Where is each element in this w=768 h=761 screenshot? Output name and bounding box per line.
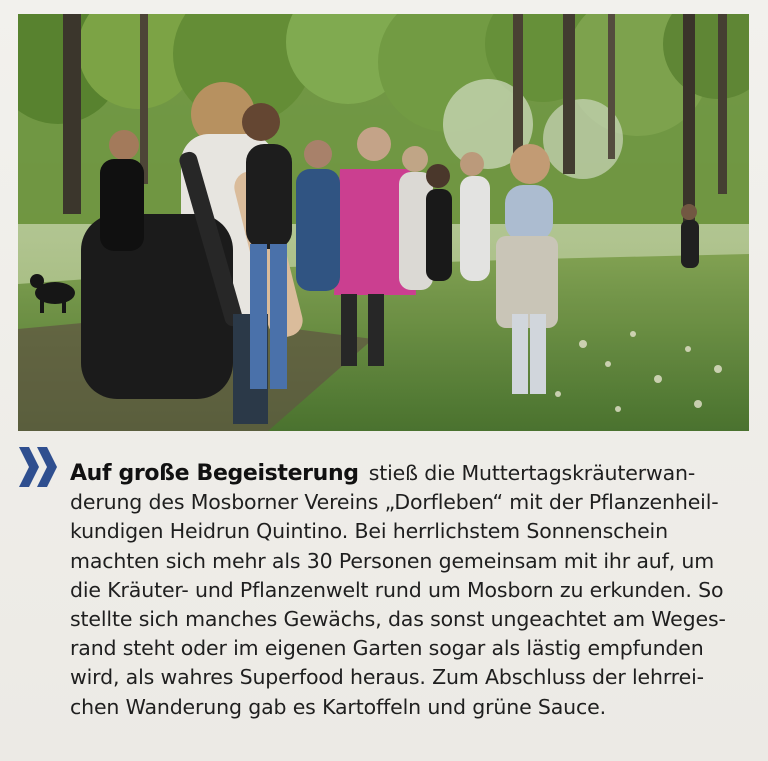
article-line-5: die Kräuter- und Pflanzenwelt rund um Mosborn zu erkunden. So — [70, 577, 724, 602]
article-line-3: kundigen Heidrun Quintino. Bei herrlichstem Sonnenschein — [70, 519, 668, 544]
article-line-8: wird, als wahres Superfood heraus. Zum Abschluss der lehrrei- — [70, 665, 704, 690]
article-line-6: stellte sich manches Gewächs, das sonst ungeachtet am Weges- — [70, 606, 726, 631]
article-line-7: rand steht oder im eigenen Garten sogar als lästig empfunden — [70, 636, 704, 661]
article-lead: Auf große Begeisterung — [70, 461, 359, 486]
article-line-2: derung des Mosborner Vereins „Dorfleben“ mit der Pflanzenheil- — [70, 490, 719, 515]
group-hike-photo — [18, 14, 749, 431]
article-text — [70, 459, 740, 722]
forest-scene — [18, 14, 749, 431]
print-shade — [18, 14, 749, 431]
article-line-9: chen Wanderung gab es Kartoffeln und grüne Sauce. — [70, 694, 606, 719]
article-line-1-text: stieß die Muttertagskräuterwan- — [368, 461, 696, 485]
double-chevron-right-icon — [17, 441, 61, 493]
article-line-1 — [70, 459, 740, 488]
article-line-4: machten sich mehr als 30 Personen gemeinsam mit ihr auf, um — [70, 548, 715, 573]
